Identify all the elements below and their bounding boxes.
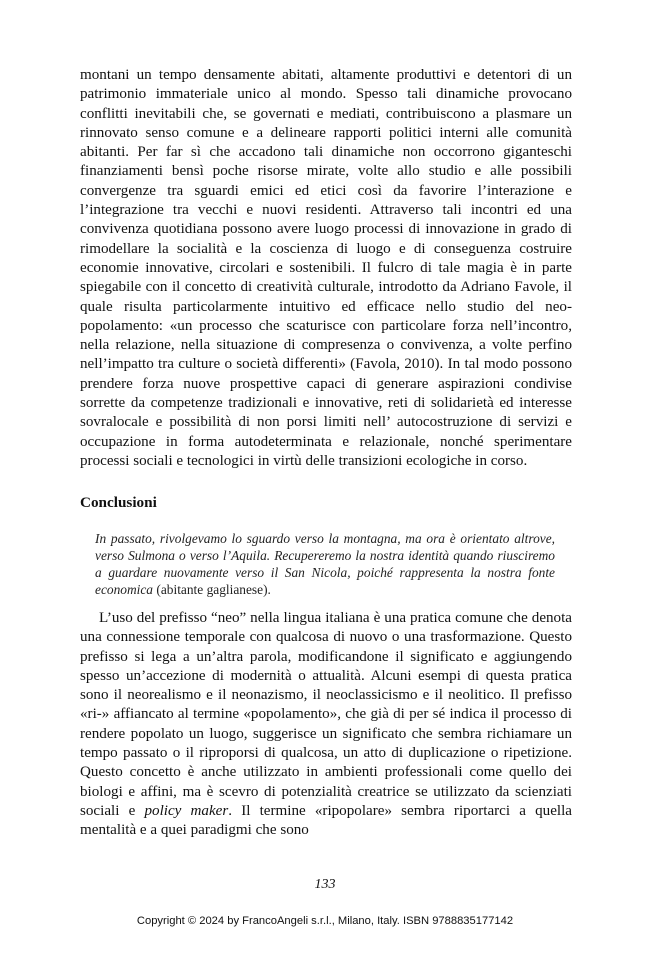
copyright-footer: Copyright © 2024 by FrancoAngeli s.r.l., Milano, Italy. ISBN 9788835177142 (136, 915, 514, 927)
epigraph-text: In passato, rivolgevamo lo sguardo verso la montagna, ma ora è orientato altrove, verso Sulmona o verso l’Aquila. Recupereremo la nostra identità quando riusciremo a guardare nuovamente verso il San Nicola, poiché rappresenta la nostra fonte economica (95, 531, 555, 597)
epigraph-quote (95, 531, 555, 599)
paragraph-2-part-1: L’uso del prefisso “neo” nella lingua italiana è una pratica comune che denota una connessione temporale con qualcosa di nuovo o una trasformazione. Questo prefisso si lega a un’altra parola, modificandone il significato e aggiungendo spesso un’accezione di modernità o attualità. Alcuni esempi di questa pratica sono il neorealismo e il neonazismo, il neoclassicismo e il neolitico. Il prefisso «ri-» affiancato al termine «popolamento», che già di per sé indica il processo di rendere popolato un luogo, suggerisce un significato che sembra richiamare un tempo passato o il riproporsi di qualcosa, un atto di duplicazione o ripetizione. Questo concetto è anche utilizzato in ambienti professionali come quello dei biologi e affini, ma è scevro di potenzialità creatrice se utilizzato da scienziati sociali e (80, 610, 572, 819)
paragraph-2-part-2: . Il termine «ripopolare» sembra riportarci a quella mentalità e a quei paradigmi che sono (80, 802, 573, 839)
page-number: 133 (314, 877, 336, 892)
epigraph-attribution: (abitante gaglianese). (156, 581, 271, 597)
body-paragraph-2 (80, 609, 572, 841)
section-heading: Conclusioni (80, 494, 157, 511)
paragraph-2-italic-term: policy maker (144, 802, 229, 819)
body-paragraph-1: montani un tempo densamente abitati, altamente produttivi e detentori di un patrimonio immateriale unico al mondo. Spesso tali dinamiche provocano conflitti inevitabili che, se governati e mediati, contribuiscono a plasmare un rinnovato senso comune e a delineare rapporti politici interni alle comunità abitanti. Per far sì che accadono tali dinamiche non occorrono giganteschi finanziamenti bensì poche risorse mirate, volte allo studio e alle possibili convergenze tra sguardi emici ed etici così da favorire l’interazione e l’integrazione tra vecchi e nuovi residenti. Attraverso tali incontri ed una convivenza quotidiana possono avere luogo processi di innovazione in grado di rimodellare la socialità e la coscienza di luogo e di conseguenza costruire economie innovative, circolari e sostenibili. Il fulcro di tale magia è in parte spiegabile con il concetto di creatività culturale, introdotto da Adriano Favole, il quale risulta particolarmente intuitivo ed efficace nello studio del neo-popolamento: «un processo che scaturisce con particolare forza nell’incontro, nella relazione, nella situazione di compresenza o convivenza, a volte perfino nell’impatto tra culture o società differenti» (Favola, 2010). In tal modo possono prendere forza nuove prospettive capaci di generare aspirazioni condivise sorrette da competenze tradizionali e innovative, reti di solidarietà ed interesse sovralocale e possibilità di non porsi limiti nell’ autocostruzione di servizi e occupazione in forma autodeterminata e relazionale, nonché sperimentare processi sociali e tecnologici in virtù delle transizioni ecologiche in corso. (80, 67, 572, 469)
